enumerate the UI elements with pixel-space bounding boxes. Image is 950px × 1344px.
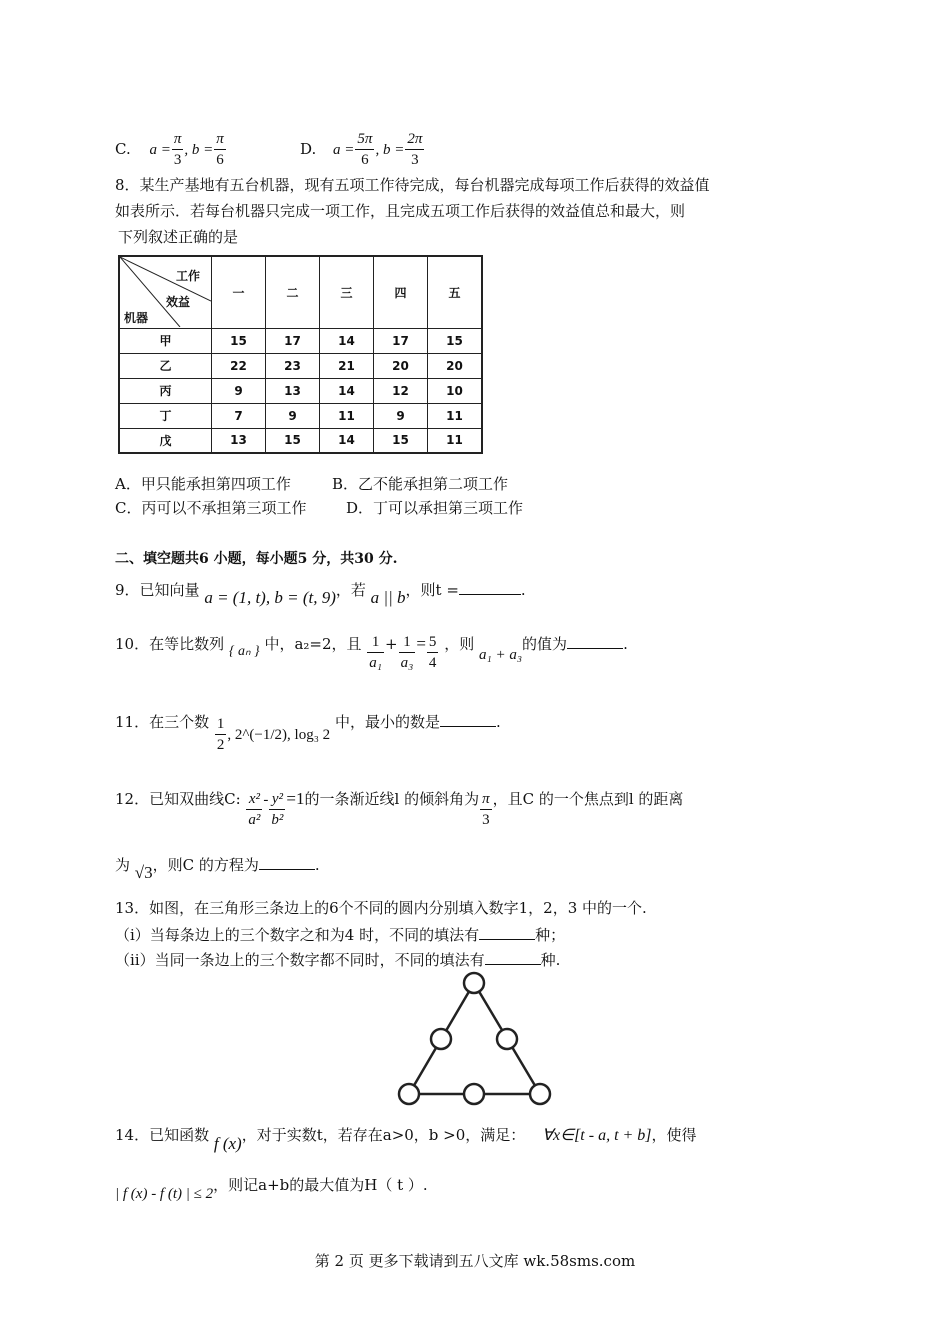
table-corner-cell <box>119 256 212 328</box>
answer-blank[interactable] <box>479 925 535 940</box>
answer-blank[interactable] <box>259 855 315 870</box>
cell: 11 <box>428 403 483 428</box>
table-row <box>119 428 482 453</box>
cell: 14 <box>320 328 374 353</box>
q13-line-1: 13．如图，在三角形三条边上的6个不同的圆内分别填入数字1，2，3 中的一个. <box>115 899 647 917</box>
question-14: 14．已知函数 f (x)，对于实数t，若存在a>0，b >0，满足： ∀x∈[t - a, t + b]，使得 <box>115 1126 697 1153</box>
benefit-table <box>118 255 483 454</box>
q13-line-3: （ⅱ）当同一条边上的三个数字都不同时，不同的填法有 种. <box>115 951 561 969</box>
triangle-figure <box>395 968 555 1113</box>
cell: 15 <box>212 328 266 353</box>
col-header: 五 <box>428 256 483 328</box>
q8-option-c: C．丙可以不承担第三项工作 <box>115 499 307 517</box>
q13-line-2: （ⅰ）当每条边上的三个数字之和为4 时，不同的填法有 种； <box>115 926 566 944</box>
circle-bottom-right <box>530 1084 550 1104</box>
cell: 22 <box>212 353 266 378</box>
corner-benefit: 效益 <box>166 295 191 309</box>
cell: 9 <box>266 403 320 428</box>
table-row <box>119 328 482 353</box>
cell: 17 <box>266 328 320 353</box>
col-header: 三 <box>320 256 374 328</box>
corner-work: 工作 <box>176 269 201 283</box>
cell: 20 <box>428 353 483 378</box>
table-row <box>119 378 482 403</box>
question-11: 11．在三个数 $\frac{1}{2}$ , 2^(−1/2), log₃ 2 中，最小的数是 . <box>115 713 501 753</box>
answer-blank[interactable] <box>567 634 623 649</box>
cell: 9 <box>374 403 428 428</box>
answer-blank[interactable] <box>440 712 496 727</box>
cell: 9 <box>212 378 266 403</box>
answer-blank[interactable] <box>459 580 521 595</box>
question-12: 12．已知双曲线C: $\frac{\text{x²}}{\text{a²}}$ - $\frac{\text{y²}}{\text{b²}}$ =1的一条渐近线l 的倾斜角为 $\frac{\pi}{3}$ ，且C 的一个焦点到l 的距离 <box>115 789 684 828</box>
cell: 10 <box>428 378 483 403</box>
q7-option-d: D. a = $\frac{5\pi}{6}$ , b = $\frac{2\pi}{3}$ <box>300 131 423 168</box>
row-machine: 丙 <box>119 378 212 403</box>
cell: 12 <box>374 378 428 403</box>
circle-top <box>464 973 484 993</box>
table-row <box>119 403 482 428</box>
cell: 13 <box>266 378 320 403</box>
cell: 20 <box>374 353 428 378</box>
answer-blank[interactable] <box>485 950 541 965</box>
row-machine: 乙 <box>119 353 212 378</box>
circle-bottom-mid <box>464 1084 484 1104</box>
col-header: 一 <box>212 256 266 328</box>
cell: 13 <box>212 428 266 453</box>
table-row <box>119 353 482 378</box>
col-header: 二 <box>266 256 320 328</box>
cell: 15 <box>266 428 320 453</box>
question-14-line-2: | f (x) - f (t) | ≤ 2，则记a+b的最大值为H（ t ）. <box>115 1176 428 1202</box>
circle-left-mid <box>431 1029 451 1049</box>
q8-line-2: 如表所示．若每台机器只完成一项工作，且完成五项工作后获得的效益值总和最大，则 <box>115 202 686 220</box>
circle-right-mid <box>497 1029 517 1049</box>
corner-machine: 机器 <box>124 311 149 325</box>
triangle <box>409 983 540 1094</box>
q7-option-c: C. a = $\frac{\pi}{3}$ , b = $\frac{\pi}{6}$ <box>115 131 224 168</box>
cell: 14 <box>320 378 374 403</box>
question-12-line-2: 为 √3，则C 的方程为 . <box>115 856 320 882</box>
question-10: 10．在等比数列 { aₙ } 中，a₂=2，且 $\frac{1}{\text{a₁}}$ + $\frac{1}{\text{a₃}}$ = $\frac{5}{4}$ ，则 a₁ + a₃的值为 . <box>115 634 628 671</box>
q8-option-a: A．甲只能承担第四项工作 <box>115 475 291 493</box>
circle-bottom-left <box>399 1084 419 1104</box>
cell: 15 <box>374 428 428 453</box>
col-header: 四 <box>374 256 428 328</box>
row-machine: 戊 <box>119 428 212 453</box>
q8-line-3: 下列叙述正确的是 <box>118 228 239 246</box>
q8-line-1: 8．某生产基地有五台机器，现有五项工作待完成，每台机器完成每项工作后获得的效益值 <box>115 176 710 194</box>
q8-option-d: D．丁可以承担第三项工作 <box>346 499 524 517</box>
cell: 7 <box>212 403 266 428</box>
cell: 23 <box>266 353 320 378</box>
cell: 14 <box>320 428 374 453</box>
section-2-title: 二、填空题共6 小题，每小题5 分，共30 分. <box>115 551 398 567</box>
question-9: 9．已知向量 a = (1, t), b = (t, 9)，若 a || b，则t = . <box>115 581 526 607</box>
cell: 21 <box>320 353 374 378</box>
cell: 17 <box>374 328 428 353</box>
cell: 11 <box>428 428 483 453</box>
cell: 11 <box>320 403 374 428</box>
row-machine: 丁 <box>119 403 212 428</box>
page-footer: 第 2 页 更多下载请到五八文库 wk.58sms.com <box>314 1252 636 1270</box>
cell: 15 <box>428 328 483 353</box>
row-machine: 甲 <box>119 328 212 353</box>
q8-option-b: B．乙不能承担第二项工作 <box>332 475 509 493</box>
